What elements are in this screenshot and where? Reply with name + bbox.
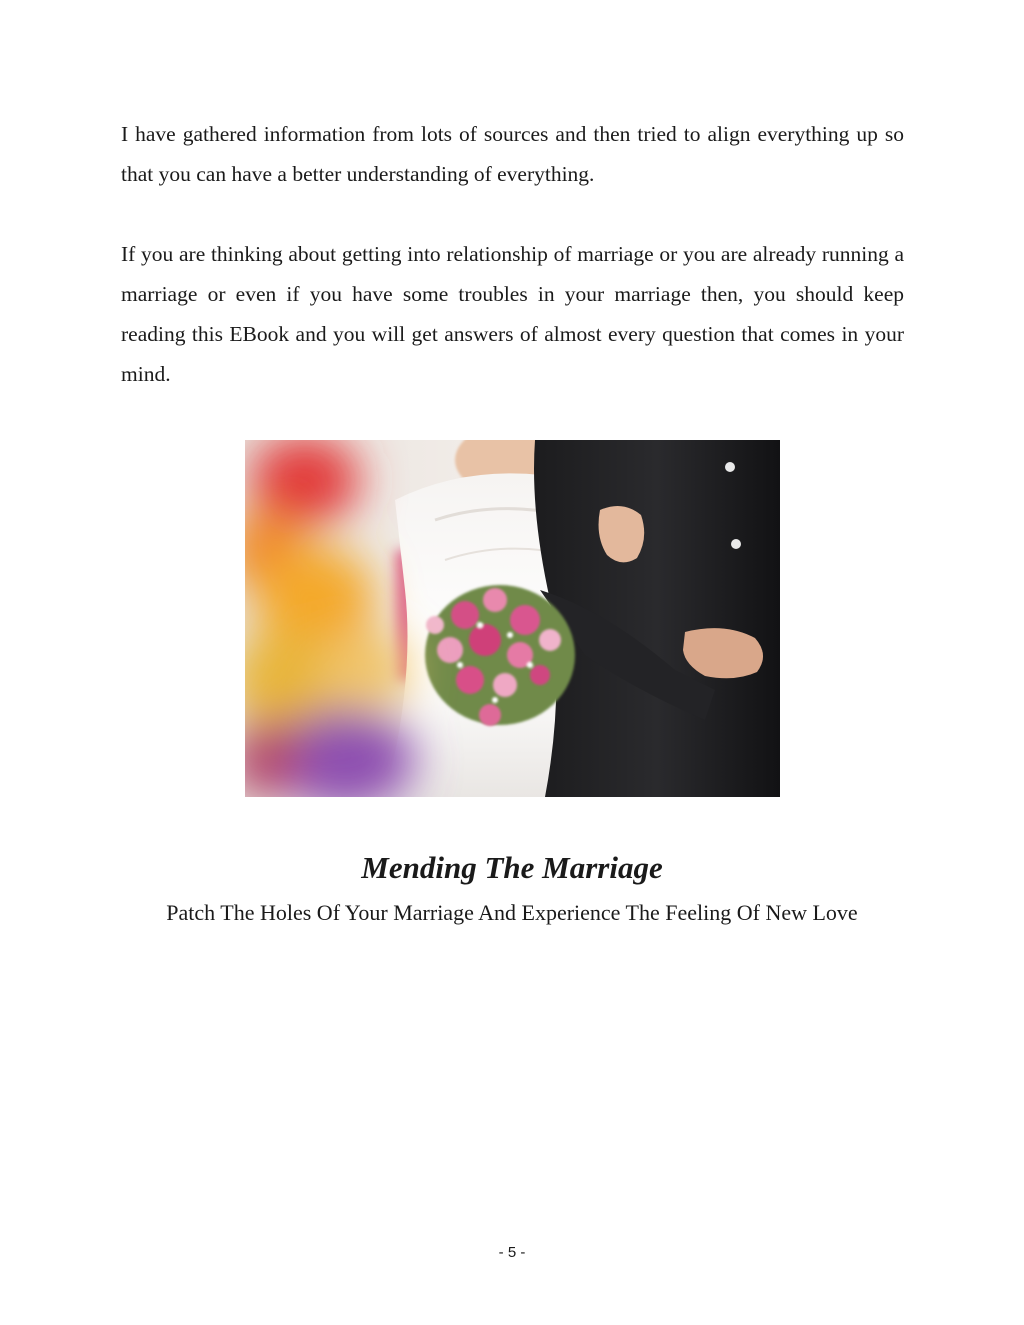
book-title: Mending The Marriage <box>361 850 663 885</box>
paragraph-sources: I have gathered information from lots of sources and then tried to align everything up so that you can have a better understanding of everything. <box>121 122 904 186</box>
wedding-photo <box>245 440 780 797</box>
paragraph-marriage: If you are thinking about getting into relationship of marriage or you are already running a marriage or even if you have some troubles in your marriage then, you should keep reading this EBook and you will get answers of almost every question that comes in your mind. <box>121 242 904 386</box>
book-subtitle: Patch The Holes Of Your Marriage And Experience The Feeling Of New Love <box>166 900 858 925</box>
page-number: - 5 - <box>498 1244 526 1261</box>
